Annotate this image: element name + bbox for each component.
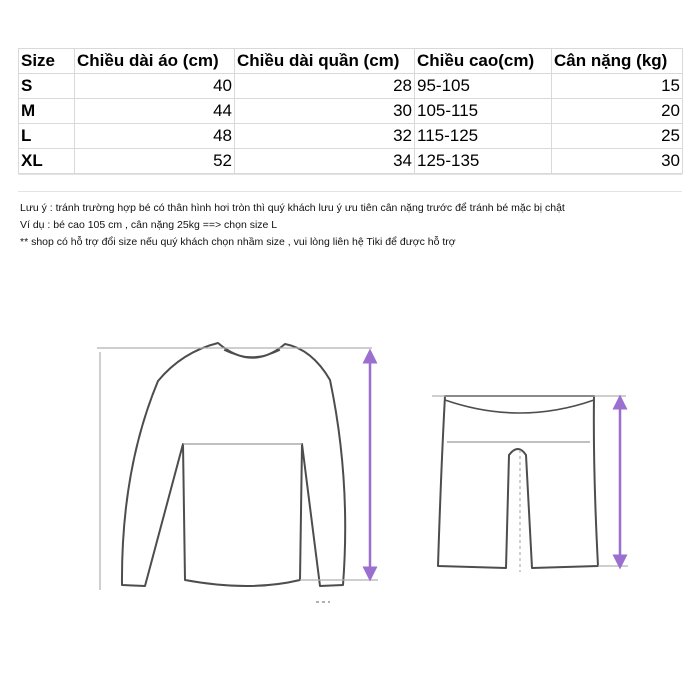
cell-size: L [19,124,75,149]
cell-shirt-length: 44 [75,99,235,124]
cell-weight: 25 [552,124,683,149]
cell-weight: 30 [552,149,683,174]
cell-shirt-length: 40 [75,74,235,99]
cell-height: 115-125 [415,124,552,149]
long-sleeve-shirt-icon [122,343,345,586]
shirt-measure-guides [97,348,378,602]
header-weight: Cân nặng (kg) [552,49,683,74]
header-shirt-length: Chiều dài áo (cm) [75,49,235,74]
header-size: Size [19,49,75,74]
shorts-icon [438,396,598,568]
cell-size: XL [19,149,75,174]
header-pants-length: Chiều dài quần (cm) [235,49,415,74]
cell-pants-length: 28 [235,74,415,99]
cell-shirt-length: 48 [75,124,235,149]
cell-pants-length: 30 [235,99,415,124]
cell-pants-length: 32 [235,124,415,149]
cell-height: 95-105 [415,74,552,99]
cell-height: 125-135 [415,149,552,174]
cell-weight: 15 [552,74,683,99]
note-line: Lưu ý : tránh trường hợp bé có thân hình hơi tròn thì quý khách lưu ý ưu tiên cân nặng trước để tránh bé mặc bị chật [20,202,565,214]
note-line: Ví dụ : bé cao 105 cm , cân nặng 25kg ==> chọn size L [20,219,278,231]
cell-shirt-length: 52 [75,149,235,174]
cell-height: 105-115 [415,99,552,124]
header-height: Chiều cao(cm) [415,49,552,74]
note-line: ** shop có hỗ trợ đổi size nếu quý khách chọn nhầm size , vui lòng liên hệ Tiki để được hỗ trợ [20,236,456,248]
cell-size: M [19,99,75,124]
cell-weight: 20 [552,99,683,124]
cell-pants-length: 34 [235,149,415,174]
cell-size: S [19,74,75,99]
